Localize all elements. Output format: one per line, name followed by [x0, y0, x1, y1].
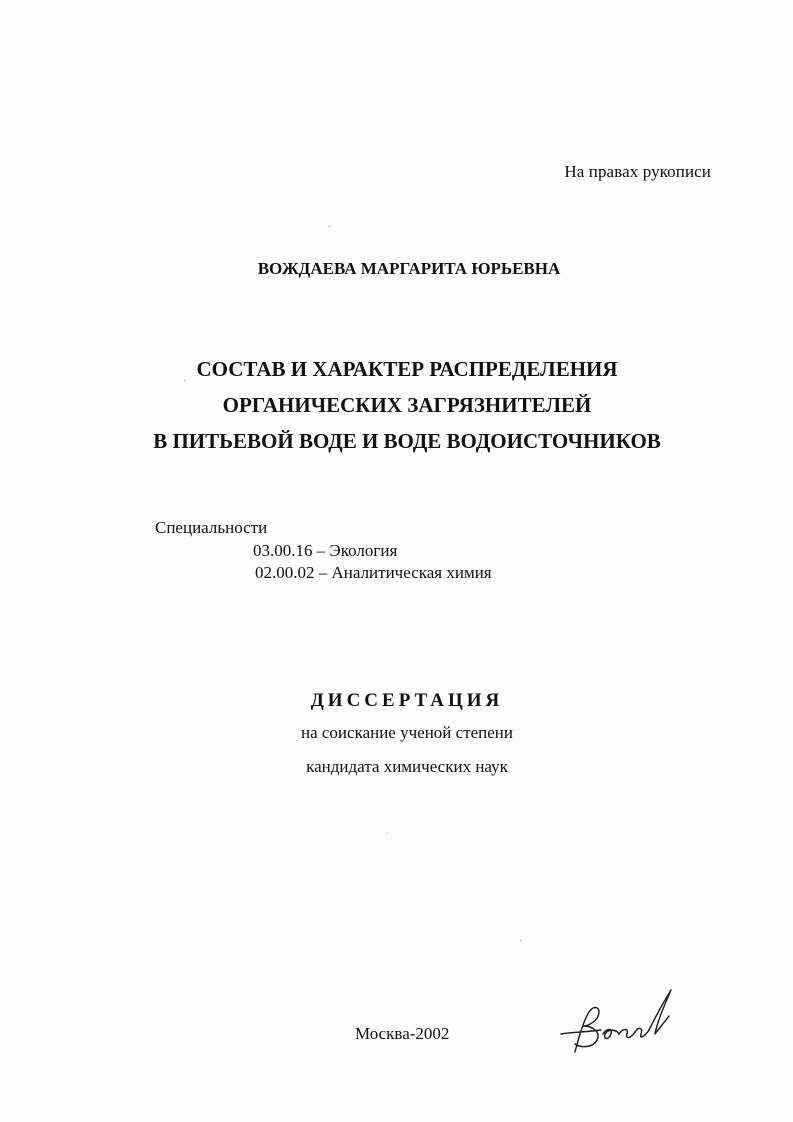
specialty-item: 03.00.16 – Экология	[253, 541, 398, 560]
manuscript-note: На правах рукописи	[564, 162, 711, 181]
title-line: В ПИТЬЕВОЙ ВОДЕ И ВОДЕ ВОДОИСТОЧНИКОВ	[153, 429, 661, 453]
paper-speck	[520, 940, 522, 941]
paper-speck	[386, 833, 388, 834]
dissertation-title	[0, 351, 793, 459]
title-line: ОРГАНИЧЕСКИХ ЗАГРЯЗНИТЕЛЕЙ	[222, 393, 592, 417]
specialty-item: 02.00.02 – Аналитическая химия	[255, 563, 492, 582]
specialties-heading: Специальности	[155, 518, 268, 537]
dissertation-label: ДИССЕРТАЦИЯ	[310, 690, 504, 711]
handwritten-signature	[553, 982, 683, 1062]
paper-speck	[184, 380, 186, 381]
author-name: ВОЖДАЕВА МАРГАРИТА ЮРЬЕВНА	[257, 259, 561, 278]
degree-line: на соискание ученой степени	[300, 723, 514, 742]
paper-speck	[328, 226, 330, 227]
city-year: Москва-2002	[355, 1024, 450, 1043]
degree-line: кандидата химических наук	[306, 757, 508, 776]
title-line: СОСТАВ И ХАРАКТЕР РАСПРЕДЕЛЕНИЯ	[196, 357, 618, 381]
